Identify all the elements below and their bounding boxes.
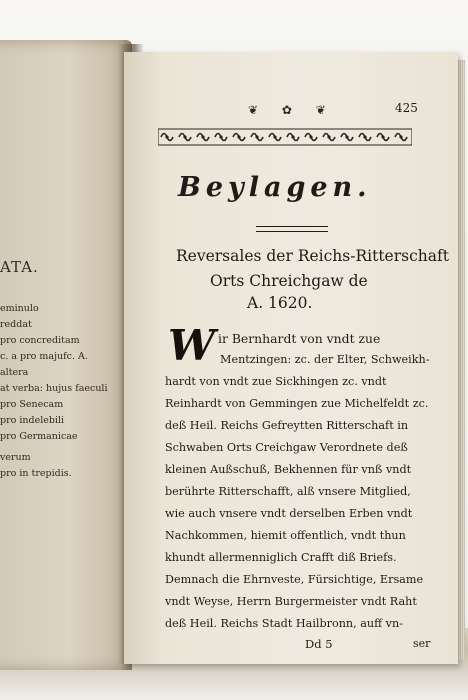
band-dot: [165, 135, 168, 138]
floral-ornament-icon: ❦ ✿ ❦: [248, 103, 336, 117]
left-page-line: reddat: [0, 319, 32, 330]
band-dot: [291, 135, 294, 138]
left-page-line: verum: [0, 452, 31, 463]
body-line: ir Bernhardt von vndt zue: [218, 331, 381, 346]
section-heading: Beylagen.: [178, 172, 372, 203]
left-page-line: pro indelebili: [0, 415, 65, 426]
heading-rule-thin: [256, 231, 328, 232]
band-dot: [381, 135, 384, 138]
body-line: Demnach die Ehrnveste, Fürsichtige, Ersame: [165, 573, 424, 586]
band-dot: [363, 135, 366, 138]
left-page-line: pro Senecam: [0, 399, 64, 410]
body-line: kleinen Außschuß, Bekhennen für vnß vndt: [165, 463, 412, 476]
drop-cap-initial: W: [168, 321, 216, 370]
band-dot: [183, 135, 186, 138]
document-title-line: A. 1620.: [247, 294, 313, 312]
body-line: khundt allermenniglich Crafft diß Briefs.: [165, 551, 397, 564]
body-line: hardt von vndt zue Sickhingen zc. vndt: [165, 375, 387, 388]
left-page-line: at verba: hujus faeculi: [0, 383, 108, 394]
band-dot: [309, 135, 312, 138]
left-page-line: c. a pro majufc. A.: [0, 351, 88, 362]
body-line: Mentzingen: zc. der Elter, Schweikh-: [220, 353, 430, 366]
document-title-line: Orts Chreichgaw de: [210, 272, 368, 290]
body-line: Reinhardt von Gemmingen zue Michelfeldt zc.: [165, 397, 429, 410]
page-number: 425: [395, 101, 418, 115]
left-page: [0, 40, 132, 670]
left-page-line: pro concreditam: [0, 335, 80, 346]
left-page-line: eminulo: [0, 303, 39, 314]
band-dot: [345, 135, 348, 138]
body-line: deß Heil. Reichs Stadt Hailbronn, auff vn-: [165, 617, 403, 630]
body-line: Nachkommen, hiemit offentlich, vndt thun: [165, 529, 406, 542]
heading-rule-thick: [256, 226, 328, 227]
document-title-line: Reversales der Reichs-Ritterschaft: [176, 247, 449, 265]
left-page-line: pro in trepidis.: [0, 468, 72, 479]
left-page-heading: ATA.: [0, 258, 39, 276]
body-line: deß Heil. Reichs Gefreytten Ritterschaft in: [165, 419, 409, 432]
body-line: Schwaben Orts Creichgaw Verordnete deß: [165, 441, 408, 454]
band-dot: [201, 135, 204, 138]
body-line: wie auch vnsere vndt derselben Erben vndt: [165, 507, 413, 520]
signature-mark: Dd 5: [305, 637, 333, 651]
band-dot: [273, 135, 276, 138]
body-line: vndt Weyse, Herrn Burgermeister vndt Raht: [165, 595, 417, 608]
band-dot: [399, 135, 402, 138]
band-dot: [219, 135, 222, 138]
band-dot: [255, 135, 258, 138]
catchword: ser: [413, 637, 431, 650]
left-page-line: pro Germanicae: [0, 431, 78, 442]
band-dot: [327, 135, 330, 138]
left-page-line: altera: [0, 367, 29, 378]
body-line: berührte Ritterschafft, alß vnsere Mitglied,: [165, 485, 411, 498]
ornamental-band-icon: [158, 128, 412, 146]
band-dot: [237, 135, 240, 138]
